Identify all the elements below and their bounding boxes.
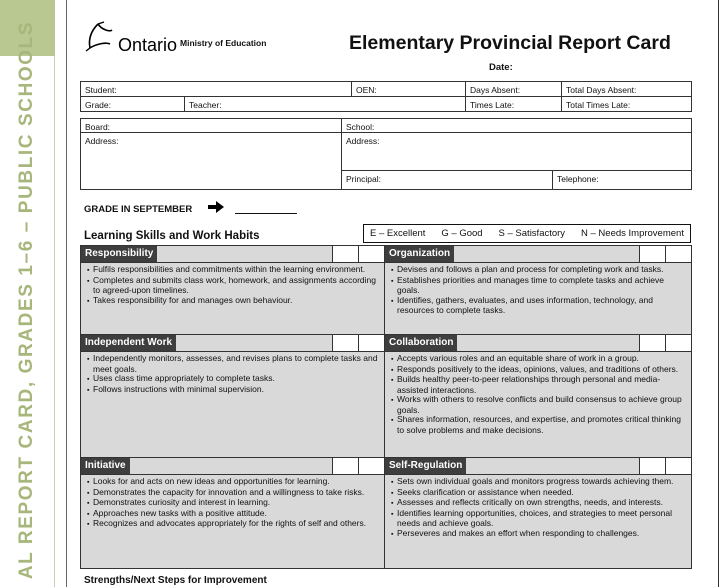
legend-good: G – Good <box>441 228 483 239</box>
list-item: ▪ Independently monitors, assesses, and revises plans to complete tasks and meet goals. <box>87 354 380 374</box>
total-days-absent-field[interactable]: Total Days Absent: <box>561 81 692 97</box>
board-address-field[interactable]: Address: <box>80 132 342 190</box>
list-item: ▪ Builds healthy peer-to-peer relationships through personal and media-assisted interactions. <box>391 375 687 395</box>
section-collaboration <box>384 334 692 458</box>
section-organization <box>384 245 692 335</box>
list-item: ▪ Devises and follows a plan and process for completing work and tasks. <box>391 265 687 276</box>
rating-box-term1[interactable] <box>639 246 665 262</box>
list-item: ▪ Works with others to resolve conflicts and build consensus to achieve group goals. <box>391 395 687 415</box>
list-item: ▪ Shares information, resources, and expertise, and promotes critical thinking to solve problems and make decisions. <box>391 415 687 435</box>
list-item: ▪ Fulfils responsibilities and commitments within the learning environment. <box>87 265 380 276</box>
legend-excellent: E – Excellent <box>370 228 426 239</box>
sidebar <box>0 0 55 587</box>
section-title: Initiative <box>81 458 130 474</box>
list-item: ▪ Sets own individual goals and monitors progress towards achieving them. <box>391 477 687 488</box>
telephone-field[interactable]: Telephone: <box>552 170 692 190</box>
list-item: ▪ Identifies learning opportunities, choices, and strategies to meet personal needs and achieve goals. <box>391 509 687 529</box>
rating-box-term1[interactable] <box>332 335 358 351</box>
sidebar-label: AL REPORT CARD, GRADES 1–6 – PUBLIC SCHOOLS <box>16 20 37 580</box>
legend-satisfactory: S – Satisfactory <box>498 228 566 239</box>
rating-box-term1[interactable] <box>332 458 358 474</box>
list-item: ▪ Looks for and acts on new ideas and opportunities for learning. <box>87 477 380 488</box>
list-item: ▪ Assesses and reflects critically on own strengths, needs, and interests. <box>391 498 687 509</box>
list-item: ▪ Accepts various roles and an equitable share of work in a group. <box>391 354 687 365</box>
list-item: ▪ Uses class time appropriately to complete tasks. <box>87 374 380 385</box>
times-late-field[interactable]: Times Late: <box>465 96 562 112</box>
total-times-late-field[interactable]: Total Times Late: <box>561 96 692 112</box>
list-item: ▪ Establishes priorities and manages time to complete tasks and achieve goals. <box>391 276 687 296</box>
section-responsibility <box>80 245 385 335</box>
board-field[interactable]: Board: <box>80 118 342 133</box>
oen-field[interactable]: OEN: <box>351 81 466 97</box>
rating-legend <box>363 224 691 243</box>
section-title: Responsibility <box>81 246 157 262</box>
rating-box-term2[interactable] <box>358 458 384 474</box>
list-item: ▪ Seeks clarification or assistance when needed. <box>391 488 687 499</box>
legend-needs-improvement: N – Needs Improvement <box>581 228 684 239</box>
list-item: ▪ Demonstrates the capacity for innovation and a willingness to take risks. <box>87 488 380 499</box>
section-title: Collaboration <box>385 335 457 351</box>
ontario-trillium-logo-icon <box>84 20 114 52</box>
section-title: Organization <box>385 246 454 262</box>
grade-field[interactable]: Grade: <box>80 96 185 112</box>
grade-in-september-label: GRADE IN SEPTEMBER <box>84 204 193 215</box>
rating-box-term2[interactable] <box>665 458 691 474</box>
learning-skills-title: Learning Skills and Work Habits <box>84 230 260 242</box>
rating-box-term1[interactable] <box>639 458 665 474</box>
grade-in-september-line[interactable] <box>235 213 297 214</box>
list-item: ▪ Completes and submits class work, homework, and assignments according to agreed-upon timelines. <box>87 276 380 296</box>
ministry-name: Ministry of Education <box>180 38 267 48</box>
list-item: ▪ Demonstrates curiosity and interest in learning. <box>87 498 380 509</box>
section-initiative <box>80 457 385 569</box>
list-item: ▪ Responds positively to the ideas, opinions, values, and traditions of others. <box>391 365 687 376</box>
arrow-right-icon <box>208 201 224 213</box>
rating-box-term2[interactable] <box>358 335 384 351</box>
list-item: ▪ Recognizes and advocates appropriately for the rights of self and others. <box>87 519 380 530</box>
teacher-field[interactable]: Teacher: <box>184 96 466 112</box>
rating-box-term2[interactable] <box>665 335 691 351</box>
student-field[interactable]: Student: <box>80 81 352 97</box>
ontario-wordmark: Ontario <box>118 35 178 55</box>
school-field[interactable]: School: <box>341 118 692 133</box>
rating-box-term2[interactable] <box>358 246 384 262</box>
section-independent-work <box>80 334 385 458</box>
list-item: ▪ Takes responsibility for and manages own behaviour. <box>87 296 380 307</box>
rating-box-term1[interactable] <box>332 246 358 262</box>
list-item: ▪ Follows instructions with minimal supervision. <box>87 385 380 396</box>
date-label: Date: <box>489 62 513 73</box>
page-title: Elementary Provincial Report Card <box>349 32 671 54</box>
principal-field[interactable]: Principal: <box>341 170 553 190</box>
days-absent-field[interactable]: Days Absent: <box>465 81 562 97</box>
section-title: Self-Regulation <box>385 458 466 474</box>
list-item: ▪ Approaches new tasks with a positive attitude. <box>87 509 380 520</box>
rating-box-term2[interactable] <box>665 246 691 262</box>
strengths-next-steps-title: Strengths/Next Steps for Improvement <box>84 575 267 586</box>
list-item: ▪ Identifies, gathers, evaluates, and uses information, technology, and resources to complete tasks. <box>391 296 687 316</box>
rating-box-term1[interactable] <box>639 335 665 351</box>
school-address-field[interactable]: Address: <box>341 132 692 171</box>
list-item: ▪ Perseveres and makes an effort when responding to challenges. <box>391 529 687 540</box>
section-self-regulation <box>384 457 692 569</box>
section-title: Independent Work <box>81 335 176 351</box>
